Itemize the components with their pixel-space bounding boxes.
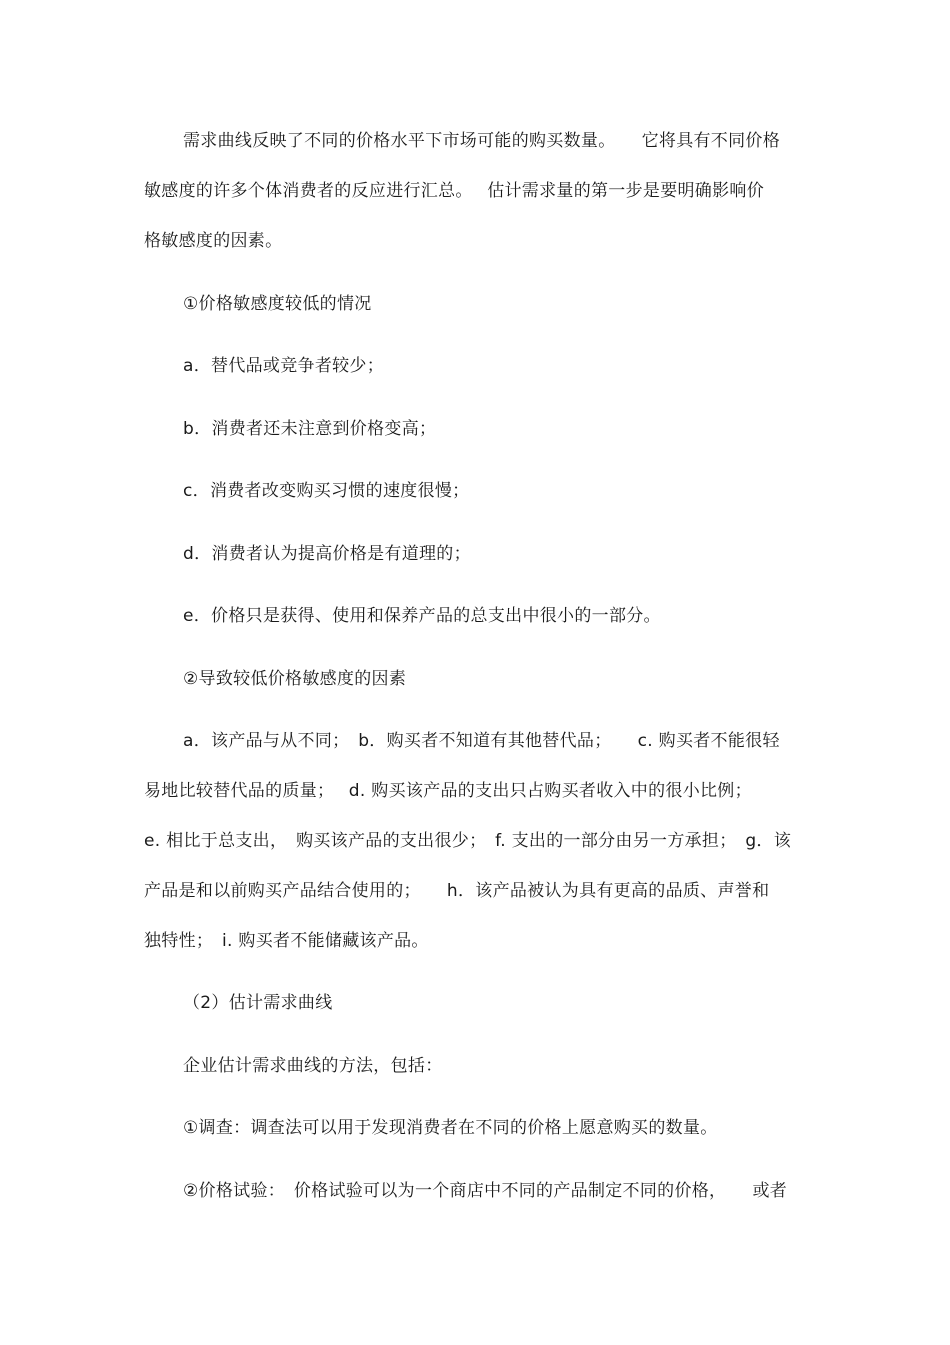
- list-item: d．消费者认为提高价格是有道理的；: [183, 544, 471, 564]
- section-heading: （2）估计需求曲线: [183, 993, 333, 1013]
- paragraph-line: 产品是和以前购买产品结合使用的； h．该产品被认为具有更高的品质、声誉和: [144, 881, 770, 901]
- paragraph-line: ②价格试验： 价格试验可以为一个商店中不同的产品制定不同的价格， 或者: [183, 1181, 788, 1201]
- list-item: c．消费者改变购买习惯的速度很慢；: [183, 481, 470, 501]
- paragraph-line: 格敏感度的因素。: [144, 231, 283, 251]
- paragraph-line: 易地比较替代品的质量； d. 购买该产品的支出只占购买者收入中的很小比例；: [144, 781, 752, 801]
- list-item: e．价格只是获得、使用和保养产品的总支出中很小的一部分。: [183, 606, 661, 626]
- list-item: a．替代品或竞争者较少；: [183, 356, 385, 376]
- paragraph-line: 需求曲线反映了不同的价格水平下市场可能的购买数量。 它将具有不同价格: [183, 131, 780, 151]
- paragraph-line: ①调查：调查法可以用于发现消费者在不同的价格上愿意购买的数量。: [183, 1118, 718, 1138]
- paragraph-line: 敏感度的许多个体消费者的反应进行汇总。 估计需求量的第一步是要明确影响价: [144, 181, 765, 201]
- list-item: b．消费者还未注意到价格变高；: [183, 419, 437, 439]
- paragraph-line: e. 相比于总支出， 购买该产品的支出很少； f. 支出的一部分由另一方承担； g．该: [144, 831, 792, 851]
- paragraph-line: 独特性； i. 购买者不能储藏该产品。: [144, 931, 429, 951]
- paragraph-line: 企业估计需求曲线的方法，包括：: [183, 1056, 443, 1076]
- section-heading: ②导致较低价格敏感度的因素: [183, 669, 407, 689]
- paragraph-line: a．该产品与从不同； b．购买者不知道有其他替代品； c. 购买者不能很轻: [183, 731, 780, 751]
- section-heading: ①价格敏感度较低的情况: [183, 294, 372, 314]
